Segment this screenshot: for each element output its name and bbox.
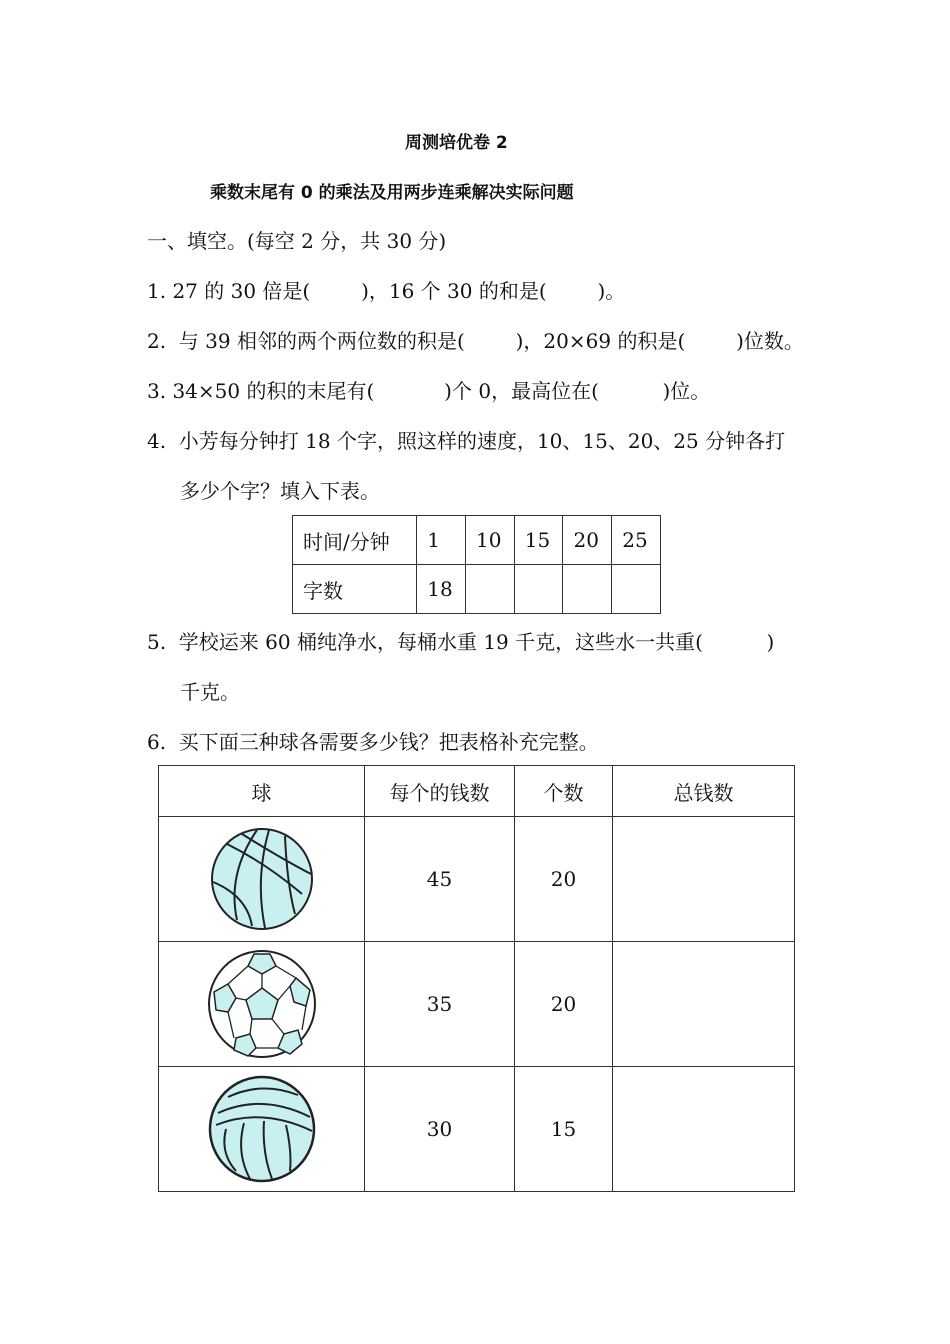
table-cell: 10 [465,516,514,565]
price-cell: 45 [365,817,515,942]
answer-cell[interactable] [465,565,514,614]
table-header-row [159,766,795,817]
table-row [159,817,795,942]
table-row [293,565,661,614]
question-4-line-2: 多少个字？填入下表。 [180,479,380,503]
question-2: 2. 与 39 相邻的两个两位数的积是( )，20×69 的积是( )位数。 [147,329,804,353]
basketball-icon [207,824,317,934]
column-header: 总钱数 [613,766,795,817]
total-answer-cell[interactable] [613,1067,795,1192]
ball-cell [159,817,365,942]
total-answer-cell[interactable] [613,817,795,942]
table-cell: 15 [514,516,563,565]
ball-cell [159,1067,365,1192]
question-1: 1. 27 的 30 倍是( )，16 个 30 的和是( )。 [147,279,626,303]
total-answer-cell[interactable] [613,942,795,1067]
ball-cell [159,942,365,1067]
answer-cell[interactable] [612,565,661,614]
table-cell: 时间/分钟 [293,516,417,565]
column-header: 每个的钱数 [365,766,515,817]
table-row [293,516,661,565]
table-cell: 1 [417,516,466,565]
section-heading: 一、填空。(每空 2 分，共 30 分) [147,229,447,253]
ball-table [158,765,795,1192]
page-title: 周测培优卷 2 [405,133,508,153]
table-row [159,1067,795,1192]
question-4-line-1: 4. 小芳每分钟打 18 个字，照这样的速度，10、15、20、25 分钟各打 [147,429,786,453]
column-header: 球 [159,766,365,817]
price-cell: 35 [365,942,515,1067]
table-cell: 25 [612,516,661,565]
question-3: 3. 34×50 的积的末尾有( )个 0，最高位在( )位。 [147,379,711,403]
table-cell: 字数 [293,565,417,614]
typing-table [292,515,661,614]
table-row [159,942,795,1067]
count-cell: 15 [515,1067,613,1192]
page-subtitle: 乘数末尾有 0 的乘法及用两步连乘解决实际问题 [210,183,574,203]
table-cell: 20 [563,516,612,565]
table-cell: 18 [417,565,466,614]
column-header: 个数 [515,766,613,817]
soccer-ball-icon [206,948,318,1060]
volleyball-icon [206,1073,318,1185]
question-6: 6. 买下面三种球各需要多少钱？把表格补充完整。 [147,730,599,754]
question-5-line-1: 5. 学校运来 60 桶纯净水，每桶水重 19 千克，这些水一共重( ) [147,630,775,654]
price-cell: 30 [365,1067,515,1192]
count-cell: 20 [515,817,613,942]
answer-cell[interactable] [514,565,563,614]
count-cell: 20 [515,942,613,1067]
question-5-line-2: 千克。 [180,680,240,704]
answer-cell[interactable] [563,565,612,614]
